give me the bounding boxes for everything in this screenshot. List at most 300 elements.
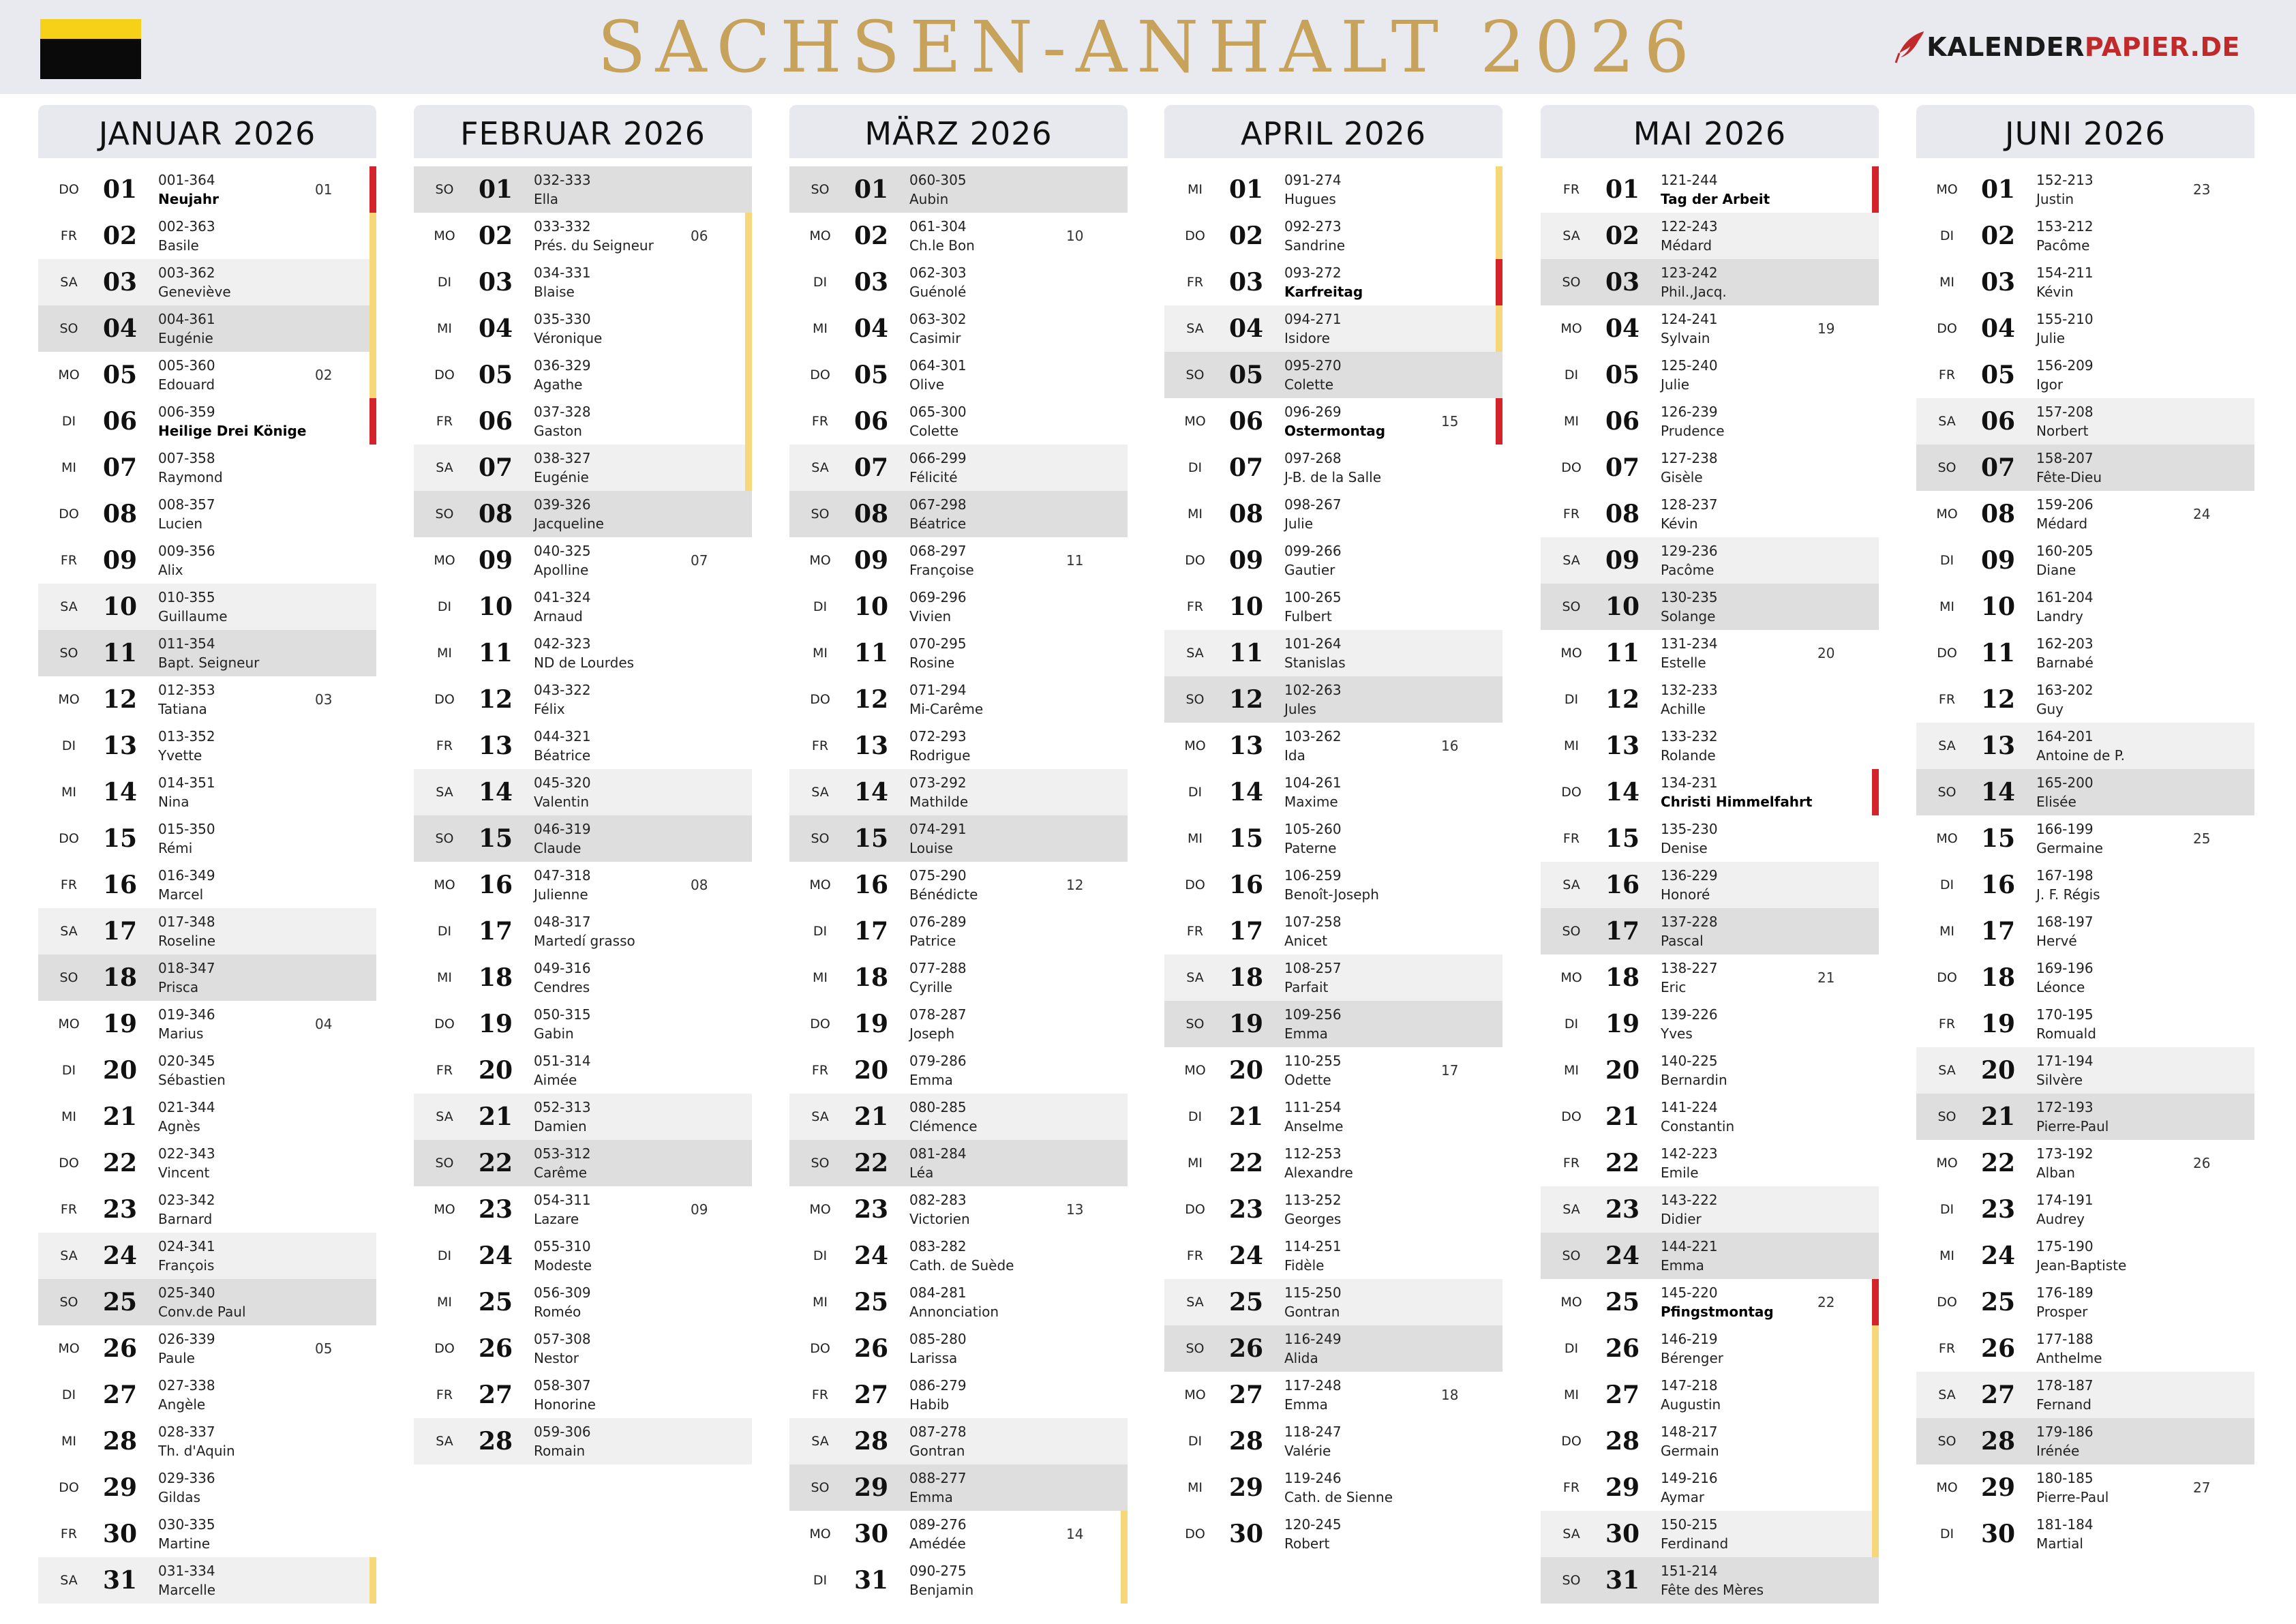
day-row[interactable] [1164,769,1502,815]
day-row[interactable] [1164,445,1502,491]
day-of-year: 096-269 [1284,404,1342,420]
weekday-label: SA [60,1573,78,1588]
day-of-year: 125-240 [1661,357,1718,374]
day-row[interactable] [1916,815,2254,862]
name-day: Jules [1284,701,1316,717]
day-row[interactable] [1164,213,1502,259]
day-row[interactable] [1541,1186,1879,1233]
day-row[interactable] [789,352,1128,398]
day-row[interactable] [1916,630,2254,676]
day-row[interactable] [38,1094,376,1140]
day-row[interactable] [1164,1233,1502,1279]
day-number: 09 [1980,546,2016,575]
weekday-label: DO [1185,877,1205,892]
weekday-label: DI [61,1387,76,1402]
day-row[interactable] [789,166,1128,213]
day-row[interactable] [789,676,1128,723]
day-row[interactable] [1916,166,2254,213]
name-day: Julienne [534,886,588,903]
name-day: Phil.,Jacq. [1661,284,1727,300]
day-of-year: 132-233 [1661,682,1718,698]
weekday-label: MI [813,321,828,336]
day-row[interactable] [414,1047,752,1094]
day-row[interactable] [38,676,376,723]
day-row[interactable] [789,1418,1128,1464]
day-row[interactable] [38,862,376,908]
day-row[interactable] [38,1233,376,1279]
day-row[interactable] [414,630,752,676]
day-row[interactable] [1164,1418,1502,1464]
name-day: Amédée [909,1535,966,1552]
day-row[interactable] [414,1094,752,1140]
day-number: 17 [1605,917,1640,946]
day-number: 10 [1605,592,1640,621]
day-row[interactable] [1541,1418,1879,1464]
day-of-year: 151-214 [1661,1563,1718,1579]
name-day: Emma [1284,1025,1328,1042]
day-number: 24 [102,1242,138,1270]
day-row[interactable] [38,723,376,769]
day-row[interactable] [789,259,1128,305]
week-number: 20 [1817,645,1835,661]
vacation-marker [1872,1372,1879,1418]
name-day: Alban [2036,1164,2075,1181]
day-number: 21 [1228,1102,1264,1131]
day-row[interactable] [789,1186,1128,1233]
day-row[interactable] [789,1464,1128,1511]
day-row[interactable] [38,259,376,305]
weekday-label: DI [61,738,76,753]
day-of-year: 084-281 [909,1284,967,1301]
day-row[interactable] [414,1418,752,1464]
vacation-marker [1121,1557,1128,1604]
day-row[interactable] [38,584,376,630]
day-row[interactable] [789,1094,1128,1140]
vacation-marker [1121,1511,1128,1557]
day-row[interactable] [789,1001,1128,1047]
day-row[interactable] [1541,954,1879,1001]
day-row[interactable] [1164,1094,1502,1140]
day-row[interactable] [38,445,376,491]
day-row[interactable] [414,352,752,398]
name-day: Achille [1661,701,1706,717]
day-row[interactable] [38,1511,376,1557]
day-row[interactable] [1541,815,1879,862]
name-day: Véronique [534,330,603,346]
weekday-label: MO [1936,831,1958,846]
day-row[interactable] [38,213,376,259]
day-row[interactable] [789,1557,1128,1604]
week-number: 11 [1066,552,1084,569]
weekday-label: FR [436,414,453,429]
weekday-label: SO [811,831,830,846]
weekday-label: DO [1185,1527,1205,1542]
day-row[interactable] [38,1464,376,1511]
name-day: Pierre-Paul [2036,1489,2109,1505]
day-row[interactable] [1164,1325,1502,1372]
day-row[interactable] [414,1001,752,1047]
day-row[interactable] [1541,1511,1879,1557]
weekday-label: SO [1185,1341,1205,1356]
day-row[interactable] [414,1140,752,1186]
day-of-year: 120-245 [1284,1516,1342,1533]
day-row[interactable] [1164,1001,1502,1047]
day-row[interactable] [1164,1279,1502,1325]
weekday-label: DO [434,367,455,382]
day-row[interactable] [414,1325,752,1372]
day-row[interactable] [1164,1511,1502,1557]
day-row[interactable] [1164,166,1502,213]
day-row[interactable] [1541,1140,1879,1186]
name-day: Yvette [158,747,202,764]
day-row[interactable] [38,491,376,537]
day-row[interactable] [789,1047,1128,1094]
day-row[interactable] [414,862,752,908]
day-row[interactable] [414,723,752,769]
day-row[interactable] [1164,954,1502,1001]
day-row[interactable] [38,630,376,676]
vacation-marker [745,213,752,259]
day-row[interactable] [789,862,1128,908]
day-row[interactable] [38,908,376,954]
name-day: Emma [909,1072,953,1088]
day-row[interactable] [38,1418,376,1464]
day-row[interactable] [414,166,752,213]
day-of-year: 063-302 [909,311,967,327]
day-row[interactable] [1541,1325,1879,1372]
holiday-marker [1496,398,1502,445]
day-row[interactable] [789,1325,1128,1372]
day-row[interactable] [1916,398,2254,445]
day-of-year: 026-339 [158,1331,215,1347]
day-row[interactable] [1164,908,1502,954]
day-row[interactable] [1916,491,2254,537]
day-row[interactable] [1916,213,2254,259]
day-of-year: 060-305 [909,172,967,188]
weekday-label: DO [59,1480,79,1495]
day-of-year: 126-239 [1661,404,1718,420]
name-day: Blaise [534,284,575,300]
day-row[interactable] [789,630,1128,676]
day-row[interactable] [1164,259,1502,305]
weekday-label: FR [60,1527,78,1542]
day-row[interactable] [1541,1557,1879,1604]
day-of-year: 154-211 [2036,265,2094,281]
day-row[interactable] [414,537,752,584]
day-row[interactable] [1541,491,1879,537]
day-of-year: 110-255 [1284,1053,1342,1069]
day-row[interactable] [414,1279,752,1325]
day-row[interactable] [789,537,1128,584]
day-row[interactable] [789,769,1128,815]
day-row[interactable] [1916,862,2254,908]
day-row[interactable] [1541,676,1879,723]
day-number: 30 [854,1520,889,1548]
day-row[interactable] [38,1279,376,1325]
day-row[interactable] [1164,305,1502,352]
day-row[interactable] [1916,1094,2254,1140]
day-row[interactable] [414,908,752,954]
day-row[interactable] [38,1186,376,1233]
day-row[interactable] [38,1047,376,1094]
day-row[interactable] [1916,1140,2254,1186]
day-number: 06 [1228,407,1264,436]
day-of-year: 083-282 [909,1238,967,1254]
day-row[interactable] [38,352,376,398]
day-row[interactable] [1916,1233,2254,1279]
day-row[interactable] [38,769,376,815]
day-row[interactable] [1164,584,1502,630]
day-row[interactable] [1164,1140,1502,1186]
name-day: Valentin [534,794,589,810]
weekday-label: MI [1564,738,1579,753]
weekday-label: MO [809,1202,831,1217]
day-row[interactable] [38,166,376,213]
day-row[interactable] [1164,537,1502,584]
day-of-year: 024-341 [158,1238,215,1254]
holiday-name: Pfingstmontag [1661,1304,1774,1320]
day-of-year: 028-337 [158,1424,215,1440]
day-row[interactable] [1541,166,1879,213]
day-number: 17 [1228,917,1264,946]
day-row[interactable] [1541,584,1879,630]
day-row[interactable] [1916,1372,2254,1418]
day-list [38,166,376,1604]
day-row[interactable] [1541,769,1879,815]
day-row[interactable] [1916,1511,2254,1557]
day-row[interactable] [1541,1233,1879,1279]
day-row[interactable] [1916,1325,2254,1372]
day-row[interactable] [1164,398,1502,445]
day-row[interactable] [1164,723,1502,769]
day-number: 18 [1228,963,1264,992]
day-row[interactable] [1916,537,2254,584]
day-row[interactable] [414,1233,752,1279]
name-day: Antoine de P. [2036,747,2125,764]
name-day: Georges [1284,1211,1342,1227]
weekday-label: DI [813,1248,828,1263]
day-row[interactable] [789,584,1128,630]
day-row[interactable] [1541,1001,1879,1047]
day-of-year: 177-188 [2036,1331,2094,1347]
day-row[interactable] [789,1140,1128,1186]
day-of-year: 056-309 [534,1284,591,1301]
day-row[interactable] [789,1372,1128,1418]
day-of-year: 093-272 [1284,265,1342,281]
day-row[interactable] [414,769,752,815]
day-row[interactable] [1541,723,1879,769]
day-number: 13 [854,732,889,760]
day-row[interactable] [414,584,752,630]
day-row[interactable] [1164,1464,1502,1511]
day-row[interactable] [1916,1001,2254,1047]
weekday-label: MO [1560,321,1582,336]
day-row[interactable] [1916,352,2254,398]
day-of-year: 014-351 [158,775,215,791]
day-number: 04 [478,314,513,343]
day-row[interactable] [789,723,1128,769]
day-row[interactable] [1541,352,1879,398]
day-number: 21 [854,1102,889,1131]
day-row[interactable] [789,815,1128,862]
weekday-label: SO [1185,692,1205,707]
day-row[interactable] [1541,259,1879,305]
day-of-year: 152-213 [2036,172,2094,188]
day-row[interactable] [789,398,1128,445]
day-number: 23 [1980,1195,2016,1224]
day-of-year: 180-185 [2036,1470,2094,1486]
day-row[interactable] [1541,1094,1879,1140]
weekday-label: DO [1937,321,1957,336]
day-row[interactable] [1541,213,1879,259]
day-row[interactable] [38,1325,376,1372]
month-title: JANUAR 2026 [38,105,376,158]
day-of-year: 147-218 [1661,1377,1718,1394]
weekday-label: MO [434,228,455,243]
day-row[interactable] [1541,1464,1879,1511]
day-row[interactable] [1164,862,1502,908]
day-row[interactable] [414,491,752,537]
weekday-label: MO [1936,1480,1958,1495]
day-row[interactable] [1164,352,1502,398]
name-day: Geneviève [158,284,231,300]
day-number: 03 [1228,268,1264,297]
day-row[interactable] [38,305,376,352]
name-day: Alexandre [1284,1164,1353,1181]
week-number: 17 [1441,1062,1459,1079]
name-day: Gautier [1284,562,1335,578]
day-row[interactable] [414,259,752,305]
day-row[interactable] [789,1233,1128,1279]
name-day: Paule [158,1350,195,1366]
day-row[interactable] [1164,676,1502,723]
day-row[interactable] [789,1279,1128,1325]
day-number: 11 [102,639,138,667]
day-row[interactable] [1541,908,1879,954]
day-row[interactable] [1916,723,2254,769]
weekday-label: SA [1186,970,1204,985]
day-row[interactable] [1916,954,2254,1001]
name-day: Pascal [1661,933,1704,949]
day-row[interactable] [1916,676,2254,723]
day-row[interactable] [1916,584,2254,630]
day-row[interactable] [789,445,1128,491]
weekday-label: SA [436,1109,453,1124]
day-row[interactable] [1164,1047,1502,1094]
day-row[interactable] [789,213,1128,259]
day-row[interactable] [1916,769,2254,815]
day-row[interactable] [789,1511,1128,1557]
day-row[interactable] [789,908,1128,954]
day-row[interactable] [414,398,752,445]
day-of-year: 102-263 [1284,682,1342,698]
day-row[interactable] [789,954,1128,1001]
day-number: 03 [854,268,889,297]
week-number: 09 [691,1201,708,1218]
day-number: 22 [1228,1149,1264,1177]
name-day: Cath. de Suède [909,1257,1014,1274]
day-row[interactable] [789,305,1128,352]
day-row[interactable] [1541,305,1879,352]
day-row[interactable] [1164,630,1502,676]
day-row[interactable] [1541,1372,1879,1418]
day-row[interactable] [414,445,752,491]
day-row[interactable] [414,1186,752,1233]
day-of-year: 040-325 [534,543,591,559]
day-row[interactable] [1916,259,2254,305]
day-row[interactable] [1916,445,2254,491]
day-row[interactable] [789,491,1128,537]
month-column [38,105,376,1598]
day-row[interactable] [38,537,376,584]
day-of-year: 054-311 [534,1192,591,1208]
day-row[interactable] [1164,815,1502,862]
weekday-label: DO [1561,785,1582,800]
day-row[interactable] [38,815,376,862]
day-of-year: 181-184 [2036,1516,2094,1533]
day-number: 24 [478,1242,513,1270]
week-number: 05 [315,1340,333,1357]
day-row[interactable] [1541,862,1879,908]
day-row[interactable] [38,398,376,445]
day-row[interactable] [414,1372,752,1418]
name-day: J-B. de la Salle [1284,469,1382,485]
day-row[interactable] [1541,1047,1879,1094]
name-day: Ch.le Bon [909,237,975,254]
day-row[interactable] [38,1001,376,1047]
day-row[interactable] [1916,305,2254,352]
day-row[interactable] [414,213,752,259]
day-row[interactable] [38,954,376,1001]
day-row[interactable] [1541,398,1879,445]
day-row[interactable] [1164,491,1502,537]
day-row[interactable] [414,954,752,1001]
day-row[interactable] [1541,445,1879,491]
day-row[interactable] [1541,630,1879,676]
name-day: Audrey [2036,1211,2085,1227]
day-of-year: 134-231 [1661,775,1718,791]
name-day: Raymond [158,469,223,485]
day-of-year: 030-335 [158,1516,215,1533]
brand-text: KALENDERPAPIER.DE [1927,32,2240,62]
day-row[interactable] [1916,1279,2254,1325]
day-row[interactable] [1916,1047,2254,1094]
day-row[interactable] [1164,1372,1502,1418]
day-row[interactable] [38,1557,376,1604]
day-row[interactable] [38,1372,376,1418]
day-row[interactable] [1916,1418,2254,1464]
day-row[interactable] [1916,908,2254,954]
day-row[interactable] [1541,537,1879,584]
brand-logo[interactable] [1894,30,2240,64]
day-row[interactable] [1916,1186,2254,1233]
name-day: Stanislas [1284,655,1346,671]
day-row[interactable] [414,305,752,352]
day-number: 08 [854,500,889,528]
day-row[interactable] [1541,1279,1879,1325]
day-row[interactable] [1916,1464,2254,1511]
day-row[interactable] [38,1140,376,1186]
day-row[interactable] [1164,1186,1502,1233]
day-of-year: 171-194 [2036,1053,2094,1069]
day-of-year: 036-329 [534,357,591,374]
day-number: 30 [1980,1520,2016,1548]
day-row[interactable] [414,815,752,862]
weekday-label: SO [1562,275,1581,290]
name-day: Patrice [909,933,956,949]
day-row[interactable] [414,676,752,723]
weekday-label: MO [58,692,80,707]
